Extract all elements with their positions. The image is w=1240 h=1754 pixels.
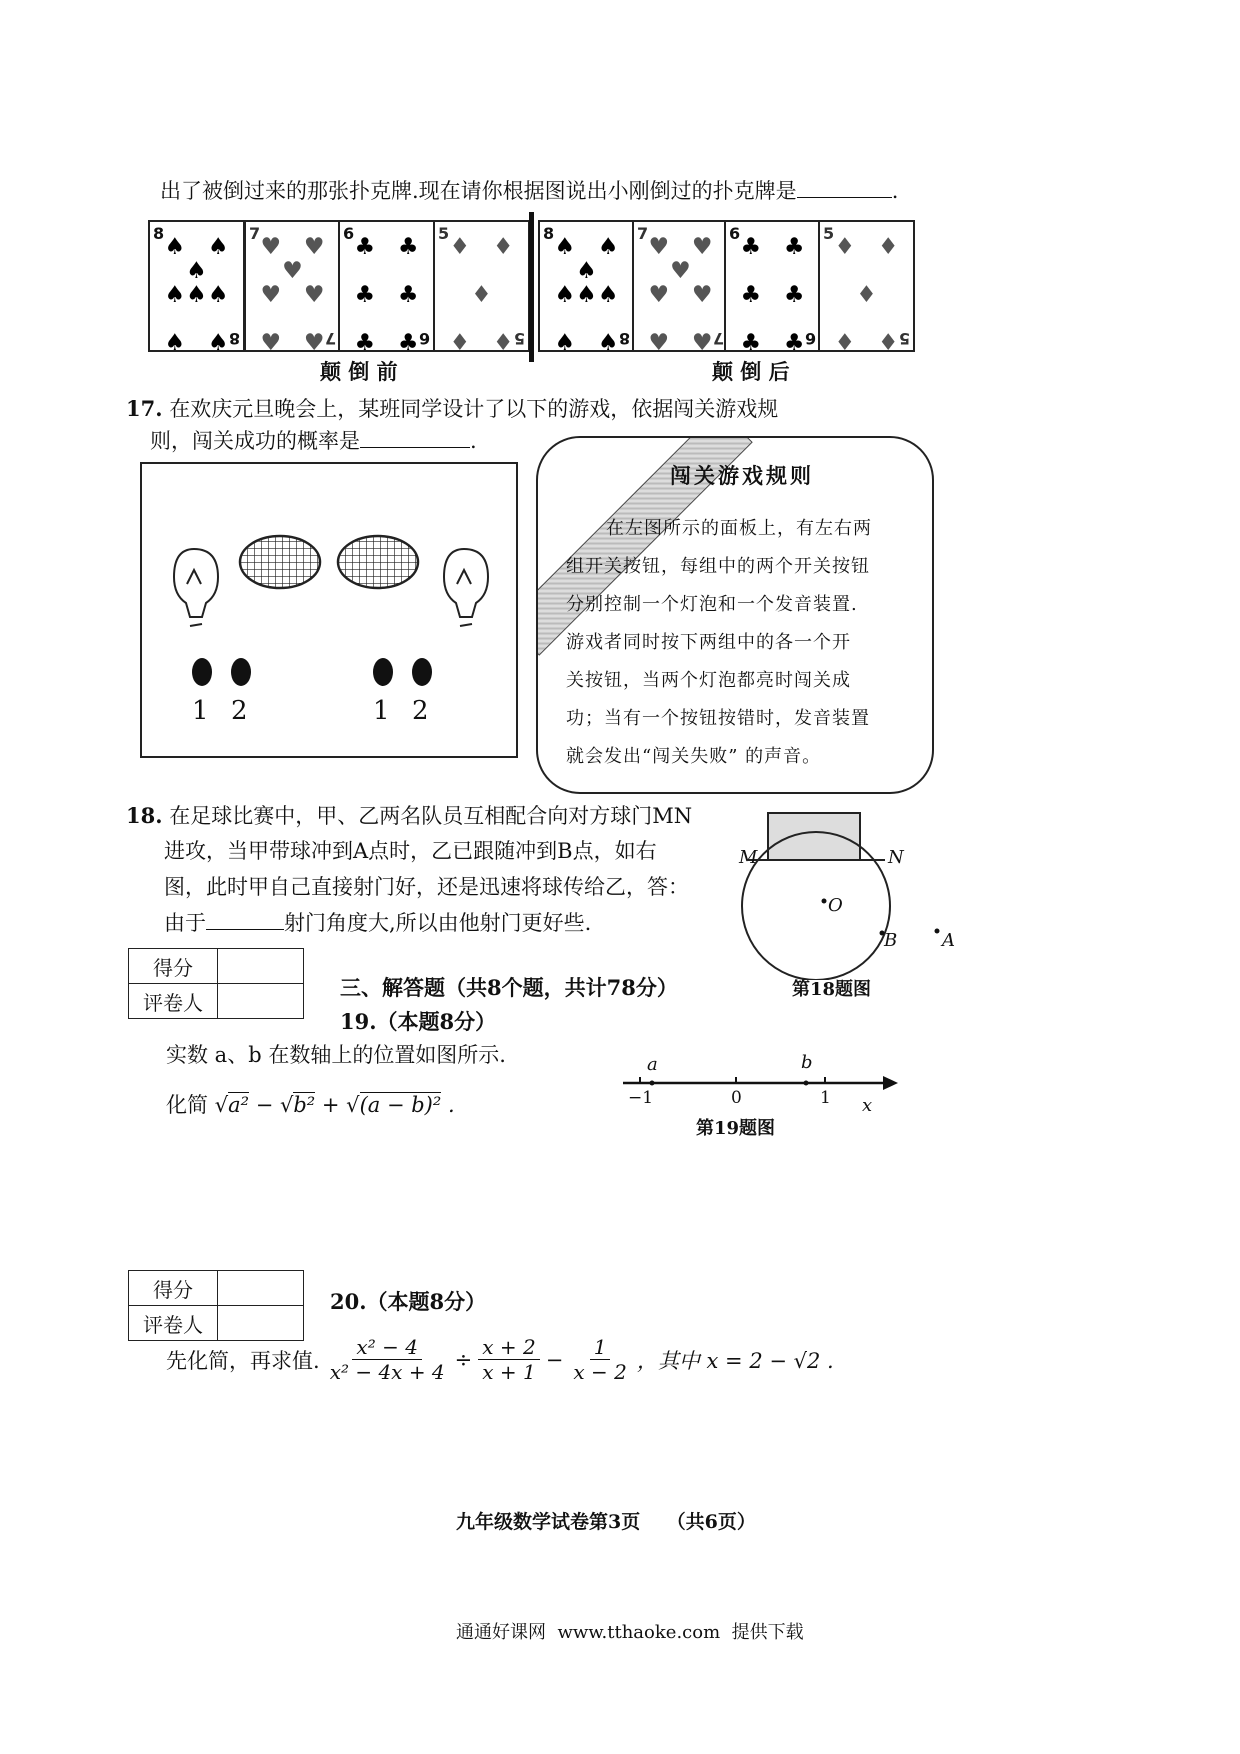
q16-line: 出了被倒过来的那张扑克牌.现在请你根据图说出小刚倒过的扑克牌是 [160, 179, 797, 203]
q19-header: 19.（本题8分） [340, 1009, 497, 1034]
score-cell-2[interactable] [218, 1271, 304, 1306]
q16-text: 出了被倒过来的那张扑克牌.现在请你根据图说出小刚倒过的扑克牌是 . [160, 179, 899, 203]
card-suit-icon: ♠ [597, 282, 619, 308]
card-suit-icon: ♥ [303, 234, 325, 260]
point-a [935, 929, 940, 934]
label-a: A [942, 930, 955, 951]
card-suit-icon: ♠ [186, 282, 207, 308]
card-suit-icon: ♣ [740, 330, 762, 356]
card-rank-bottom: 5 [513, 329, 525, 348]
rules-line-3: 游戏者同时按下两组中的各一个开 [566, 632, 851, 653]
q18-text-0: 在足球比赛中，甲、乙两名队员互相配合向对方球门MN [169, 804, 693, 828]
q20-op1: ÷ [454, 1347, 473, 1372]
button-label-r1: 1 [373, 696, 390, 726]
score-label-2: 得分 [129, 1271, 218, 1306]
axis-label-a: a [647, 1054, 658, 1075]
rules-line-0: 在左图所示的面板上，有左右两 [606, 518, 872, 539]
card-pips [740, 234, 805, 356]
rules-box [536, 436, 934, 794]
q20-frac3-den: x − 2 [573, 1360, 627, 1384]
section3-heading: 三、解答题（共8个题，共计78分） [340, 975, 678, 1000]
q18-text-4: 射门角度大,所以由他射门更好些. [284, 911, 592, 935]
button-label-l1: 1 [192, 696, 209, 726]
game-panel [140, 462, 518, 758]
card-before-4 [433, 220, 530, 356]
card-suit-icon: ♥ [691, 234, 713, 260]
q20-suffix: ，其中 x = 2 − √2 . [636, 1348, 834, 1373]
score-table-2 [128, 1270, 304, 1341]
q18-line0 [126, 800, 692, 833]
card-suit-icon: ♦ [856, 282, 877, 308]
q18-caption: 第18题图 [792, 979, 872, 1000]
card-suit-icon: ♣ [354, 234, 376, 260]
q19-expr [166, 1090, 455, 1122]
grader-label-2: 评卷人 [129, 1306, 218, 1341]
card-pips [554, 234, 619, 356]
card-rank-bottom: 6 [804, 329, 816, 348]
card-suit-icon: ♣ [783, 282, 805, 308]
q20-frac2 [478, 1335, 539, 1384]
card-before-2 [244, 220, 341, 356]
card-suit-icon: ♠ [554, 234, 576, 260]
goal-rect [768, 813, 860, 860]
score-cell[interactable] [218, 949, 304, 984]
card-suit-icon: ♥ [648, 234, 670, 260]
button-label-r2: 2 [412, 696, 429, 726]
card-suit-icon: ♦ [877, 234, 899, 260]
q19-line1: 实数 a、b 在数轴上的位置如图所示. [166, 1043, 506, 1067]
score-table-1 [128, 948, 304, 1019]
number-line [618, 1055, 898, 1115]
card-pips [648, 234, 713, 356]
card-rank-top: 5 [823, 224, 835, 243]
card-suit-icon: ♠ [207, 282, 229, 308]
q20-prefix: 先化简，再求值. [166, 1348, 320, 1373]
q18-line3 [164, 908, 591, 940]
q17-number: 17. [126, 396, 163, 421]
card-suit-icon: ♦ [471, 282, 492, 308]
axis-label-1: 1 [820, 1088, 831, 1108]
card-pips [354, 234, 419, 356]
q18-number: 18. [126, 803, 163, 828]
q18-text-2: 图，此时甲自己直接射门好，还是迅速将球传给乙，答： [164, 875, 689, 899]
card-after-1 [538, 220, 635, 356]
q18-figure [730, 805, 960, 980]
q20-frac3-num: 1 [590, 1335, 611, 1360]
grader-label: 评卷人 [129, 984, 218, 1019]
card-suit-icon: ♣ [354, 282, 376, 308]
q17-line1: 在欢庆元旦晚会上，某班同学设计了以下的游戏，依据闯关游戏规 [169, 397, 779, 421]
q19-simplify: 化简 [166, 1093, 208, 1117]
button-left-1[interactable] [192, 658, 212, 686]
card-suit-icon: ♦ [834, 330, 856, 356]
card-suit-icon: ♠ [576, 282, 597, 308]
q20-frac2-den: x + 1 [482, 1360, 536, 1384]
card-rank-bottom: 7 [712, 329, 724, 348]
card-suit-icon: ♠ [207, 330, 229, 356]
card-suit-icon: ♦ [492, 330, 514, 356]
label-n: N [888, 847, 904, 868]
card-pips [834, 234, 899, 356]
card-suit-icon: ♥ [670, 258, 691, 284]
axis-label-0: 0 [731, 1088, 742, 1108]
card-suit-icon: ♥ [648, 330, 670, 356]
label-b: B [884, 930, 898, 951]
speaker-left-icon [240, 536, 320, 588]
card-rank-top: 6 [729, 224, 741, 243]
page-footer: 九年级数学试卷第3页 （共6页） [456, 1511, 756, 1533]
button-left-2[interactable] [231, 658, 251, 686]
card-suit-icon: ♥ [691, 282, 713, 308]
card-pips [164, 234, 229, 356]
q18-text-1: 进攻，当甲带球冲到A点时，乙已跟随冲到B点，如右 [164, 839, 657, 863]
card-suit-icon: ♣ [783, 234, 805, 260]
card-suit-icon: ♣ [740, 234, 762, 260]
button-label-l2: 2 [231, 696, 248, 726]
card-suit-icon: ♣ [397, 282, 419, 308]
card-rank-bottom: 5 [898, 329, 910, 348]
card-rank-bottom: 6 [418, 329, 430, 348]
q17-answer-blank [360, 427, 470, 448]
card-suit-icon: ♣ [397, 330, 419, 356]
card-suit-icon: ♥ [260, 234, 282, 260]
card-suit-icon: ♥ [303, 282, 325, 308]
card-suit-icon: ♣ [740, 282, 762, 308]
card-suit-icon: ♣ [397, 234, 419, 260]
bulb-left-icon [174, 549, 218, 626]
card-suit-icon: ♠ [597, 234, 619, 260]
card-suit-icon: ♠ [164, 234, 186, 260]
card-rank-bottom: 8 [228, 329, 240, 348]
card-after-4 [818, 220, 915, 356]
source-line: 通通好课网 www.tthaoke.com 提供下载 [456, 1622, 804, 1643]
axis-label-x: x [862, 1095, 873, 1116]
rules-line-6: 就会发出“闯关失败” 的声音。 [566, 746, 822, 767]
card-suit-icon: ♦ [492, 234, 514, 260]
score-label: 得分 [129, 949, 218, 984]
rules-line-2: 分别控制一个灯泡和一个发音装置. [566, 594, 858, 615]
rules-line-5: 功；当有一个按钮按错时，发音装置 [566, 708, 870, 729]
q20-frac2-num: x + 2 [478, 1335, 539, 1360]
button-right-2[interactable] [412, 658, 432, 686]
card-rank-bottom: 8 [618, 329, 630, 348]
q20-header: 20.（本题8分） [330, 1289, 487, 1314]
card-rank-top: 8 [153, 224, 165, 243]
q20-frac1-num: x² − 4 [352, 1335, 422, 1360]
card-pips [260, 234, 325, 356]
label-o: O [828, 895, 843, 916]
q18-answer-blank [206, 909, 284, 930]
q20-frac3 [569, 1335, 630, 1384]
q19-formula: √a² − √b² + √(a − b)² . [214, 1093, 455, 1117]
axis-arrow-icon [883, 1076, 898, 1090]
card-suit-icon: ♠ [207, 234, 229, 260]
q20-frac1-den: x² − 4x + 4 [329, 1360, 445, 1384]
card-suit-icon: ♠ [186, 258, 207, 284]
card-suit-icon: ♠ [597, 330, 619, 356]
bulb-right-icon [444, 549, 488, 626]
q17-line2: 则，闯关成功的概率是 [150, 429, 360, 453]
label-after: 颠 倒 后 [712, 359, 790, 384]
card-rank-top: 7 [249, 224, 261, 243]
label-before: 颠 倒 前 [320, 359, 398, 384]
card-suit-icon: ♥ [260, 282, 282, 308]
card-suit-icon: ♠ [554, 282, 576, 308]
label-m: M [739, 847, 758, 868]
q18-text-3: 由于 [164, 911, 206, 935]
q20-frac1 [326, 1335, 449, 1384]
card-rank-top: 7 [637, 224, 649, 243]
card-after-3 [724, 220, 821, 356]
card-suit-icon: ♠ [576, 258, 597, 284]
card-suit-icon: ♥ [260, 330, 282, 356]
card-pips [449, 234, 514, 356]
point-o [822, 899, 827, 904]
card-suit-icon: ♥ [691, 330, 713, 356]
card-suit-icon: ♦ [449, 330, 471, 356]
q17-text [126, 393, 778, 426]
card-after-2 [632, 220, 729, 356]
card-rank-bottom: 7 [324, 329, 336, 348]
q20-expression [166, 1335, 834, 1384]
card-before-1 [148, 220, 245, 356]
q17-line2-wrap: 则，闯关成功的概率是 . [150, 429, 477, 453]
point-a-marker [650, 1081, 655, 1086]
card-suit-icon: ♠ [554, 330, 576, 356]
q16-answer-blank [797, 177, 892, 198]
card-rank-top: 6 [343, 224, 355, 243]
card-suit-icon: ♦ [834, 234, 856, 260]
rules-title: 闯关游戏规则 [670, 464, 814, 488]
card-suit-icon: ♥ [303, 330, 325, 356]
card-suit-icon: ♠ [164, 330, 186, 356]
card-divider [529, 212, 534, 362]
rules-line-4: 关按钮，当两个灯泡都亮时闯关成 [566, 670, 851, 691]
card-before-3 [338, 220, 435, 356]
q20-op2: − [545, 1347, 564, 1372]
point-b-marker [804, 1081, 809, 1086]
button-right-1[interactable] [373, 658, 393, 686]
rules-line-1: 组开关按钮，每组中的两个开关按钮 [566, 556, 870, 577]
card-suit-icon: ♦ [877, 330, 899, 356]
card-suit-icon: ♣ [354, 330, 376, 356]
speaker-right-icon [338, 536, 418, 588]
card-suit-icon: ♥ [282, 258, 303, 284]
card-suit-icon: ♠ [164, 282, 186, 308]
axis-label-b: b [801, 1052, 813, 1073]
card-suit-icon: ♥ [648, 282, 670, 308]
card-suit-icon: ♣ [783, 330, 805, 356]
card-rank-top: 8 [543, 224, 555, 243]
grader-cell[interactable] [218, 984, 304, 1019]
axis-label-neg1: −1 [628, 1088, 654, 1108]
card-rank-top: 5 [438, 224, 450, 243]
card-suit-icon: ♦ [449, 234, 471, 260]
q19-caption: 第19题图 [696, 1118, 776, 1139]
